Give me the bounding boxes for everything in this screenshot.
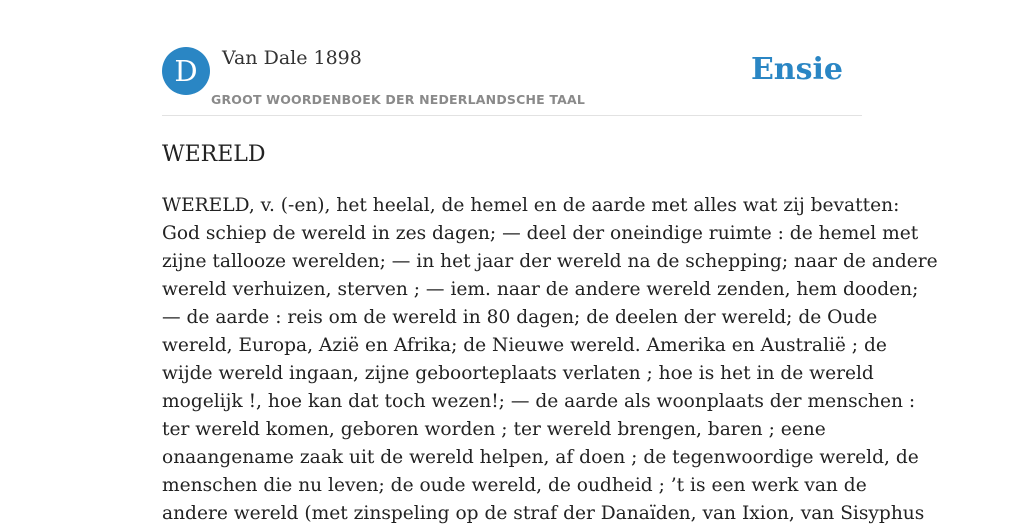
definition-line: WERELD, v. (-en), het heelal, de hemel en de aarde met alles wat zij bevatten: xyxy=(162,195,900,216)
dictionary-subtitle: GROOT WOORDENBOEK DER NEDERLANDSCHE TAAL xyxy=(211,92,586,107)
entry-headword: WERELD xyxy=(162,142,266,167)
definition-line: mogelijk !, hoe kan dat toch wezen!; — de aarde als woonplaats der menschen : xyxy=(162,391,916,412)
definition-line: — de aarde : reis om de wereld in 80 dagen; de deelen der wereld; de Oude xyxy=(162,307,878,328)
definition-line: onaangename zaak uit de wereld helpen, af doen ; de tegenwoordige wereld, de xyxy=(162,447,919,468)
definition-line: God schiep de wereld in zes dagen; — deel der oneindige ruimte : de hemel met xyxy=(162,223,919,244)
definition-line: ter wereld komen, geboren worden ; ter wereld brengen, baren ; eene xyxy=(162,419,826,440)
header-divider xyxy=(162,115,862,116)
definition-line: wereld, Europa, Azië en Afrika; de Nieuwe wereld. Amerika en Australië ; de xyxy=(162,335,887,356)
definition-line: wijde wereld ingaan, zijne geboorteplaats verlaten ; hoe is het in de wereld xyxy=(162,363,874,384)
definition-line: menschen die nu leven; de oude wereld, de oudheid ; ’t is een werk van de xyxy=(162,475,867,496)
ensie-brand-logo[interactable]: Ensie xyxy=(750,52,843,87)
definition-line: andere wereld (met zinspeling op de straf der Danaïden, van Ixion, van Sisyphus xyxy=(162,503,925,524)
definition-line: wereld verhuizen, sterven ; — iem. naar de andere wereld zenden, hem dooden; xyxy=(162,279,919,300)
dictionary-logo-avatar[interactable]: D xyxy=(162,47,210,95)
definition-line: zijne tallooze werelden; — in het jaar der wereld na de schepping; naar de andere xyxy=(162,251,938,272)
entry-definition xyxy=(162,192,938,528)
dictionary-title-link[interactable]: Van Dale 1898 xyxy=(222,47,362,69)
